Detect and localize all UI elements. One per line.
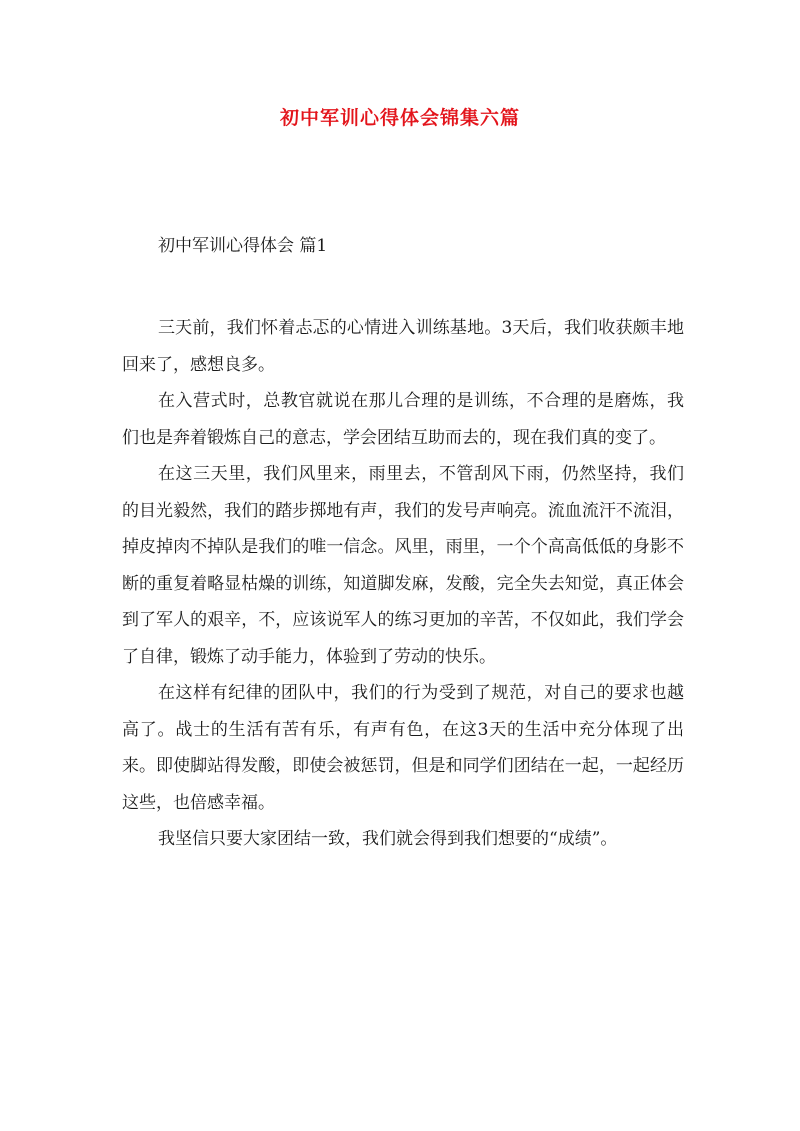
paragraph: 在入营式时，总教官就说在那儿合理的是训练，不合理的是磨炼，我们也是奔着锻炼自己的意志，学会团结互助而去的，现在我们真的变了。	[122, 391, 684, 448]
paragraph: 在这三天里，我们风里来，雨里去，不管刮风下雨，仍然坚持，我们的目光毅然，我们的踏步掷地有声，我们的发号声响亮。流血流汗不流泪，掉皮掉肉不掉队是我们的唯一信念。风里，雨里，一个个高高低低的身影不断的重复着略显枯燥的训练，知道脚发麻，发酸，完全失去知觉，真正体会到了军人的艰辛，不，应该说军人的练习更加的辛苦，不仅如此，我们学会了自律，锻炼了动手能力，体验到了劳动的快乐。	[122, 464, 684, 667]
section-heading: 初中军训心得体会 篇1	[158, 236, 328, 256]
paragraph: 我坚信只要大家团结一致，我们就会得到我们想要的“成绩”。	[158, 829, 618, 849]
paragraph: 三天前，我们怀着忐忑的心情进入训练基地。3天后，我们收获颇丰地回来了，感想良多。	[122, 318, 684, 375]
document-title: 初中军训心得体会锦集六篇	[279, 107, 520, 129]
document-body	[122, 310, 684, 858]
paragraph: 在这样有纪律的团队中，我们的行为受到了规范，对自己的要求也越高了。战士的生活有苦有乐，有声有色，在这3天的生活中充分体现了出来。即使脚站得发酸，即使会被惩罚，但是和同学们团结在一起，一起经历这些，也倍感幸福。	[122, 683, 684, 813]
